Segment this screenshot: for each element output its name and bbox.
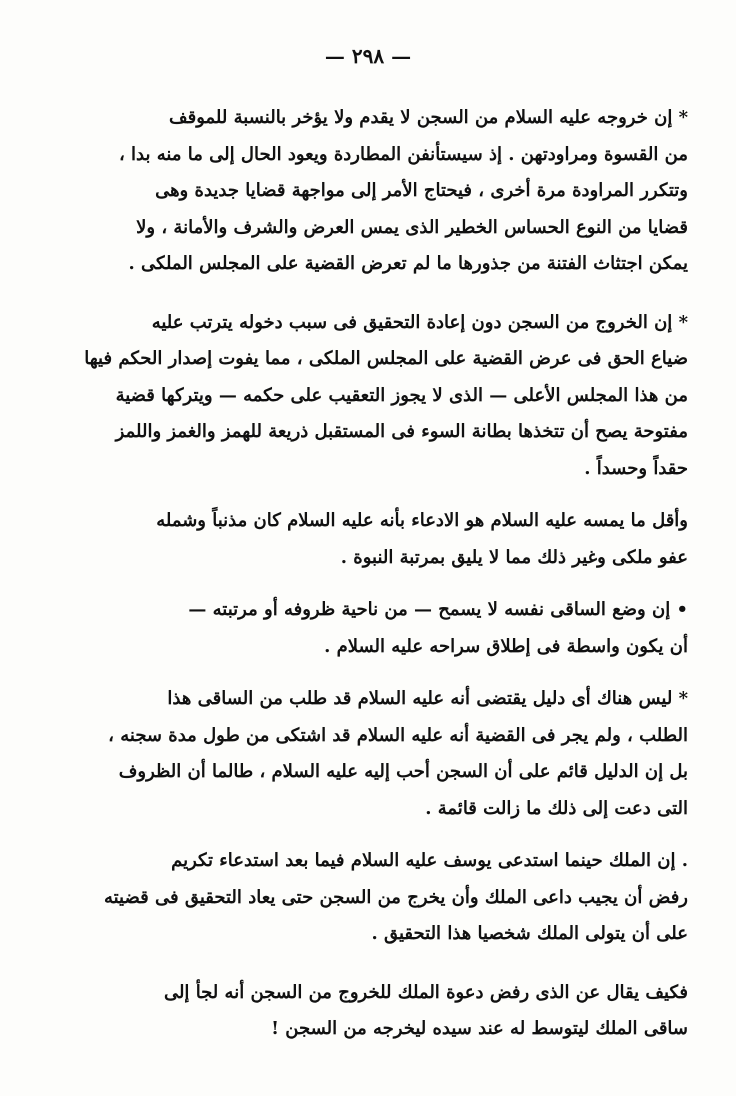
paragraph-6	[70, 843, 688, 953]
text-line: يمكن اجتثاث الفتنة من جذورها ما لم تعرض القضية على المجلس الملكى .	[128, 253, 688, 274]
text-line: ضياع الحق فى عرض القضية على المجلس الملكى ، مما يفوت إصدار الحكم فيها	[84, 348, 688, 369]
text-line: • إن وضع الساقى نفسه لا يسمح — من ناحية ظروفه أو مرتبته —	[188, 599, 688, 620]
text-line: * إن خروجه عليه السلام من السجن لا يقدم ولا يؤخر بالنسبة للموقف	[168, 107, 688, 128]
text-line: وأقل ما يمسه عليه السلام هو الادعاء بأنه عليه السلام كان مذنباً وشمله	[156, 510, 688, 531]
text-line: . إن الملك حينما استدعى يوسف عليه السلام فيما بعد استدعاء تكريم	[171, 850, 688, 871]
paragraph-3	[70, 503, 688, 576]
paragraph-2	[70, 305, 688, 488]
text-line: التى دعت إلى ذلك ما زالت قائمة .	[425, 797, 688, 819]
page-body	[70, 100, 688, 1048]
text-line: على أن يتولى الملك شخصيا هذا التحقيق .	[371, 923, 688, 944]
text-line: وتتكرر المراودة مرة أخرى ، فيحتاج الأمر إلى مواجهة قضايا جديدة وهى	[155, 180, 688, 201]
text-line: * ليس هناك أى دليل يقتضى أنه عليه السلام قد طلب من الساقى هذا	[167, 688, 688, 709]
text-line: الطلب ، ولم يجر فى القضية أنه عليه السلام قد اشتكى من طول مدة سجنه ،	[108, 724, 688, 746]
text-line: من هذا المجلس الأعلى — الذى لا يجوز التعقيب على حكمه — ويتركها قضية	[115, 384, 688, 406]
paragraph-7	[70, 975, 688, 1048]
text-line: حقداً وحسداً .	[584, 457, 688, 479]
text-line: بل إن الدليل قائم على أن السجن أحب إليه عليه السلام ، طالما أن الظروف	[118, 761, 688, 782]
text-line: عفو ملكى وغير ذلك مما لا يليق بمرتبة النبوة .	[340, 546, 688, 568]
text-line: مفتوحة يصح أن تتخذها بطانة السوء فى المستقبل ذريعة للهمز والغمز واللمز	[115, 421, 688, 442]
text-line: من القسوة ومراودتهن . إذ سيستأنفن المطاردة ويعود الحال إلى ما منه بدا ،	[118, 143, 688, 165]
text-line: رفض أن يجيب داعى الملك وأن يخرج من السجن حتى يعاد التحقيق فى قضيته	[103, 886, 688, 908]
text-line: قضايا من النوع الحساس الخطير الذى يمس العرض والشرف والأمانة ، ولا	[136, 216, 688, 238]
text-line: * إن الخروج من السجن دون إعادة التحقيق فى سبب دخوله يترتب عليه	[151, 311, 688, 333]
paragraph-1	[70, 100, 688, 283]
text-line: فكيف يقال عن الذى رفض دعوة الملك للخروج من السجن أنه لجأ إلى	[163, 981, 688, 1003]
paragraph-4	[70, 592, 688, 665]
paragraph-5	[70, 681, 688, 827]
text-line: ساقى الملك ليتوسط له عند سيده ليخرجه من السجن !	[271, 1018, 688, 1039]
text-line: أن يكون واسطة فى إطلاق سراحه عليه السلام .	[324, 635, 688, 657]
page-number: — ٢٩٨ —	[324, 44, 412, 68]
